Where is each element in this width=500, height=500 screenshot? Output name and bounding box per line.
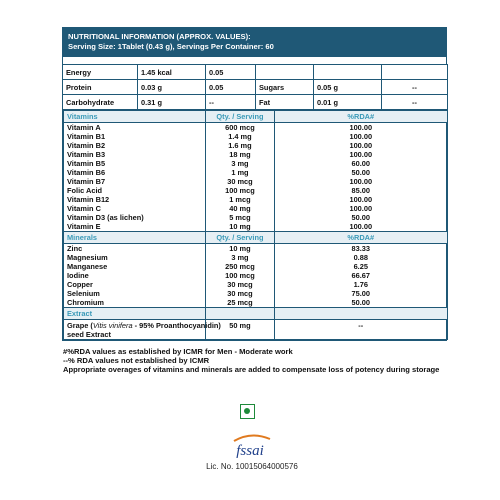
fssai-logo-icon	[226, 430, 276, 460]
extract-rda: --	[274, 320, 447, 340]
vitamin-name: Vitamin D3 (as lichen)	[64, 213, 206, 222]
mineral-row	[64, 298, 448, 308]
energy-row	[63, 95, 448, 110]
vitamin-rda: 100.00	[274, 150, 447, 159]
extract-qty: 50 mg	[206, 320, 274, 340]
nutrient-name: Sugars	[256, 80, 314, 95]
mineral-name: Chromium	[64, 298, 206, 308]
vitamin-name: Vitamin B5	[64, 159, 206, 168]
extract-name: Grape (Vitis vinifera - 95% Proanthocyanidin) seed Extract	[64, 320, 206, 340]
mineral-qty: 250 mcg	[206, 262, 274, 271]
nutrient-rda	[382, 65, 448, 80]
nutrient-value	[314, 65, 382, 80]
vitamins-qty-heading: Qty. / Serving	[206, 111, 274, 123]
nutrient-name	[256, 65, 314, 80]
vitamin-row	[64, 168, 448, 177]
vitamin-rda: 50.00	[274, 213, 447, 222]
vitamin-row	[64, 150, 448, 159]
nutrient-value: 0.31 g	[138, 95, 206, 110]
extract-heading: Extract	[64, 308, 206, 320]
minerals-rda-heading: %RDA#	[274, 232, 447, 244]
vitamin-rda: 100.00	[274, 141, 447, 150]
nutrient-rda: 0.05	[206, 65, 256, 80]
mineral-qty: 25 mcg	[206, 298, 274, 308]
mineral-rda: 1.76	[274, 280, 447, 289]
mineral-row	[64, 253, 448, 262]
vitamin-name: Vitamin B6	[64, 168, 206, 177]
vitamin-rda: 60.00	[274, 159, 447, 168]
vitamin-qty: 18 mg	[206, 150, 274, 159]
nutrition-label	[62, 27, 447, 341]
nutrient-name: Energy	[63, 65, 138, 80]
mineral-qty: 30 mcg	[206, 289, 274, 298]
footnote-rda-not-established: --% RDA values not established by ICMR	[63, 356, 210, 365]
vitamin-qty: 10 mg	[206, 222, 274, 232]
vitamin-rda: 85.00	[274, 186, 447, 195]
vitamins-rda-heading: %RDA#	[274, 111, 447, 123]
vitamin-name: Vitamin B1	[64, 132, 206, 141]
mineral-name: Manganese	[64, 262, 206, 271]
vitamin-rda: 100.00	[274, 204, 447, 213]
header-title: NUTRITIONAL INFORMATION (APPROX. VALUES):	[68, 32, 251, 41]
vitamin-qty: 30 mcg	[206, 177, 274, 186]
vitamin-row	[64, 213, 448, 222]
vitamin-row	[64, 195, 448, 204]
fssai-license-number: Lic. No. 10015064000576	[206, 462, 298, 471]
nutrient-value: 0.03 g	[138, 80, 206, 95]
vitamin-qty: 600 mcg	[206, 123, 274, 133]
vitamin-qty: 1.6 mg	[206, 141, 274, 150]
energy-table	[62, 64, 448, 110]
minerals-heading: Minerals	[64, 232, 206, 244]
vitamin-qty: 40 mg	[206, 204, 274, 213]
vitamin-name: Vitamin A	[64, 123, 206, 133]
extract-header-row	[64, 308, 448, 320]
mineral-qty: 30 mcg	[206, 280, 274, 289]
nutrient-rda: 0.05	[206, 80, 256, 95]
nutrient-value: 0.05 g	[314, 80, 382, 95]
svg-text:fssai: fssai	[236, 443, 264, 459]
extract-row	[64, 320, 448, 340]
vitamin-rda: 100.00	[274, 177, 447, 186]
vitamin-qty: 1 mg	[206, 168, 274, 177]
vitamin-name: Vitamin C	[64, 204, 206, 213]
mineral-rda: 6.25	[274, 262, 447, 271]
minerals-qty-heading: Qty. / Serving	[206, 232, 274, 244]
nutrient-rda: --	[382, 80, 448, 95]
vitamin-row	[64, 186, 448, 195]
energy-row	[63, 65, 448, 80]
vitamin-row	[64, 141, 448, 150]
nutrient-value: 0.01 g	[314, 95, 382, 110]
mineral-rda: 66.67	[274, 271, 447, 280]
vitamin-rda: 100.00	[274, 222, 447, 232]
vitamin-name: Vitamin E	[64, 222, 206, 232]
vitamin-name: Vitamin B3	[64, 150, 206, 159]
mineral-rda: 83.33	[274, 244, 447, 254]
footnote-rda-source: #%RDA values as established by ICMR for Men - Moderate work	[63, 347, 293, 356]
vitamin-qty: 100 mcg	[206, 186, 274, 195]
serving-info: Serving Size: 1Tablet (0.43 g), Servings Per Container: 60	[68, 42, 274, 51]
vitamin-name: Vitamin B7	[64, 177, 206, 186]
mineral-rda: 0.88	[274, 253, 447, 262]
label-header	[62, 27, 447, 57]
nutrient-frame	[62, 110, 447, 341]
vitamins-table	[63, 110, 448, 340]
mineral-name: Copper	[64, 280, 206, 289]
vitamin-row	[64, 132, 448, 141]
mineral-qty: 3 mg	[206, 253, 274, 262]
vitamin-name: Folic Acid	[64, 186, 206, 195]
mineral-row	[64, 244, 448, 254]
nutrient-name: Protein	[63, 80, 138, 95]
footnote-overages: Appropriate overages of vitamins and minerals are added to compensate loss of potency during storage	[63, 365, 440, 374]
vegetarian-mark-icon	[240, 404, 255, 419]
header-gap	[62, 57, 447, 64]
vitamin-row	[64, 177, 448, 186]
vitamin-name: Vitamin B2	[64, 141, 206, 150]
mineral-row	[64, 271, 448, 280]
vitamins-header-row	[64, 111, 448, 123]
nutrient-name: Fat	[256, 95, 314, 110]
nutrient-value: 1.45 kcal	[138, 65, 206, 80]
nutrient-rda: --	[206, 95, 256, 110]
mineral-name: Zinc	[64, 244, 206, 254]
vitamin-row	[64, 159, 448, 168]
vitamin-rda: 100.00	[274, 123, 447, 133]
mineral-row	[64, 280, 448, 289]
mineral-qty: 10 mg	[206, 244, 274, 254]
mineral-row	[64, 289, 448, 298]
vitamin-qty: 3 mg	[206, 159, 274, 168]
minerals-header-row	[64, 232, 448, 244]
vitamin-row	[64, 222, 448, 232]
vitamin-qty: 1 mcg	[206, 195, 274, 204]
vitamin-row	[64, 204, 448, 213]
vitamin-rda: 50.00	[274, 168, 447, 177]
energy-row	[63, 80, 448, 95]
vitamin-rda: 100.00	[274, 195, 447, 204]
mineral-rda: 75.00	[274, 289, 447, 298]
vitamin-rda: 100.00	[274, 132, 447, 141]
mineral-name: Selenium	[64, 289, 206, 298]
vitamin-row	[64, 123, 448, 133]
vitamin-qty: 1.4 mg	[206, 132, 274, 141]
vitamins-heading: Vitamins	[64, 111, 206, 123]
footnotes	[63, 347, 439, 374]
mineral-name: Magnesium	[64, 253, 206, 262]
extract-latin-name: Vitis vinifera	[92, 321, 133, 330]
nutrient-name: Carbohydrate	[63, 95, 138, 110]
mineral-row	[64, 262, 448, 271]
mineral-name: Iodine	[64, 271, 206, 280]
vitamin-qty: 5 mcg	[206, 213, 274, 222]
mineral-rda: 50.00	[274, 298, 447, 308]
vitamin-name: Vitamin B12	[64, 195, 206, 204]
mineral-qty: 100 mcg	[206, 271, 274, 280]
nutrient-rda: --	[382, 95, 448, 110]
